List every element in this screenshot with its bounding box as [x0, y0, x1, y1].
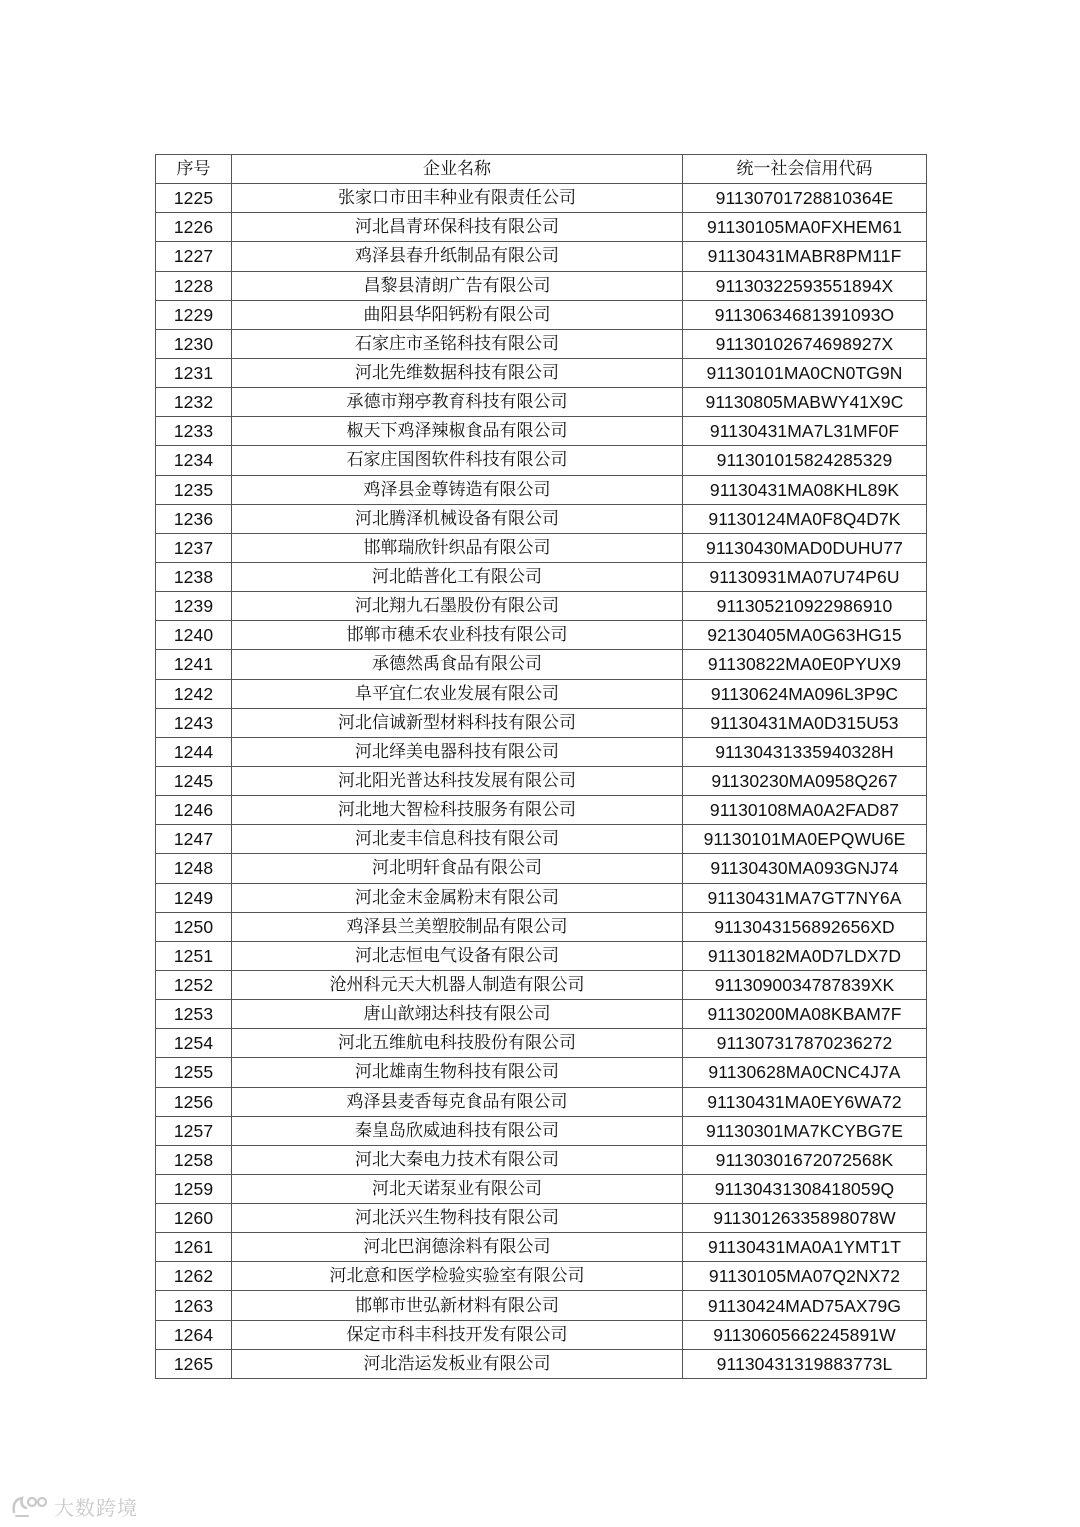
cell-company-name: 河北翔九石墨股份有限公司	[232, 592, 683, 621]
table-row	[156, 1349, 927, 1378]
cell-seq: 1237	[156, 533, 232, 562]
cell-seq: 1240	[156, 621, 232, 650]
table-row	[156, 1233, 927, 1262]
brand-logo-icon	[10, 1492, 50, 1520]
table-row	[156, 213, 927, 242]
cell-seq: 1233	[156, 417, 232, 446]
cell-company-name: 沧州科元天大机器人制造有限公司	[232, 970, 683, 999]
cell-company-name: 鸡泽县金尊铸造有限公司	[232, 475, 683, 504]
cell-credit-code: 91130430MA093GNJ74	[683, 854, 927, 883]
table-row	[156, 1291, 927, 1320]
cell-seq: 1248	[156, 854, 232, 883]
cell-seq: 1234	[156, 446, 232, 475]
cell-seq: 1232	[156, 388, 232, 417]
cell-seq: 1244	[156, 737, 232, 766]
cell-seq: 1265	[156, 1349, 232, 1378]
cell-company-name: 秦皇岛欣威迪科技有限公司	[232, 1116, 683, 1145]
cell-credit-code: 91130101MA0EPQWU6E	[683, 825, 927, 854]
cell-credit-code: 91130431308418059Q	[683, 1174, 927, 1203]
cell-credit-code: 91130200MA08KBAM7F	[683, 1000, 927, 1029]
cell-company-name: 河北先维数据科技有限公司	[232, 358, 683, 387]
table-row	[156, 1174, 927, 1203]
cell-credit-code: 91130431335940328H	[683, 737, 927, 766]
cell-seq: 1256	[156, 1087, 232, 1116]
cell-company-name: 河北巴润德涂料有限公司	[232, 1233, 683, 1262]
table-row	[156, 1204, 927, 1233]
cell-company-name: 唐山歆翊达科技有限公司	[232, 1000, 683, 1029]
table-row	[156, 475, 927, 504]
cell-company-name: 河北金末金属粉末有限公司	[232, 883, 683, 912]
table-row	[156, 358, 927, 387]
cell-seq: 1262	[156, 1262, 232, 1291]
cell-credit-code: 91130431MA08KHL89K	[683, 475, 927, 504]
cell-company-name: 石家庄市圣铭科技有限公司	[232, 329, 683, 358]
table-row	[156, 941, 927, 970]
table-row	[156, 242, 927, 271]
cell-credit-code: 91130301672072568K	[683, 1145, 927, 1174]
cell-seq: 1261	[156, 1233, 232, 1262]
cell-company-name: 河北信诚新型材料科技有限公司	[232, 708, 683, 737]
cell-company-name: 曲阳县华阳钙粉有限公司	[232, 300, 683, 329]
cell-company-name: 石家庄国图软件科技有限公司	[232, 446, 683, 475]
cell-seq: 1238	[156, 562, 232, 591]
cell-seq: 1239	[156, 592, 232, 621]
table-row	[156, 1116, 927, 1145]
table-row	[156, 562, 927, 591]
watermark-text: 大数跨境	[54, 1495, 138, 1520]
cell-seq: 1251	[156, 941, 232, 970]
cell-seq: 1254	[156, 1029, 232, 1058]
cell-seq: 1246	[156, 796, 232, 825]
cell-company-name: 昌黎县清朗广告有限公司	[232, 271, 683, 300]
table-row	[156, 184, 927, 213]
cell-credit-code: 91130431MA7L31MF0F	[683, 417, 927, 446]
table-row	[156, 883, 927, 912]
table-row	[156, 796, 927, 825]
company-table	[155, 154, 927, 1379]
cell-seq: 1257	[156, 1116, 232, 1145]
cell-credit-code: 91130624MA096L3P9C	[683, 679, 927, 708]
cell-seq: 1228	[156, 271, 232, 300]
cell-seq: 1247	[156, 825, 232, 854]
table-row	[156, 417, 927, 446]
cell-company-name: 河北昌青环保科技有限公司	[232, 213, 683, 242]
cell-company-name: 邯郸市穗禾农业科技有限公司	[232, 621, 683, 650]
cell-company-name: 椒天下鸡泽辣椒食品有限公司	[232, 417, 683, 446]
watermark	[10, 1490, 138, 1522]
table-row	[156, 766, 927, 795]
cell-company-name: 河北绎美电器科技有限公司	[232, 737, 683, 766]
cell-credit-code: 91130301MA7KCYBG7E	[683, 1116, 927, 1145]
cell-seq: 1255	[156, 1058, 232, 1087]
cell-seq: 1225	[156, 184, 232, 213]
cell-seq: 1231	[156, 358, 232, 387]
table-row	[156, 679, 927, 708]
cell-credit-code: 9113043156892656XD	[683, 912, 927, 941]
cell-seq: 1263	[156, 1291, 232, 1320]
table-row	[156, 912, 927, 941]
cell-company-name: 鸡泽县兰美塑胶制品有限公司	[232, 912, 683, 941]
cell-credit-code: 91130431MA0A1YMT1T	[683, 1233, 927, 1262]
table-row	[156, 446, 927, 475]
cell-company-name: 河北雄南生物科技有限公司	[232, 1058, 683, 1087]
cell-seq: 1235	[156, 475, 232, 504]
cell-credit-code: 91130605662245891W	[683, 1320, 927, 1349]
cell-seq: 1245	[156, 766, 232, 795]
cell-company-name: 邯郸瑞欣针织品有限公司	[232, 533, 683, 562]
table-row	[156, 650, 927, 679]
cell-seq: 1253	[156, 1000, 232, 1029]
cell-credit-code: 91130102674698927X	[683, 329, 927, 358]
cell-credit-code: 91130101MA0CN0TG9N	[683, 358, 927, 387]
table-row	[156, 825, 927, 854]
table-row	[156, 621, 927, 650]
cell-credit-code: 91130805MABWY41X9C	[683, 388, 927, 417]
cell-company-name: 河北浩运发板业有限公司	[232, 1349, 683, 1378]
cell-company-name: 河北五维航电科技股份有限公司	[232, 1029, 683, 1058]
cell-credit-code: 91130105MA07Q2NX72	[683, 1262, 927, 1291]
cell-company-name: 河北阳光普达科技发展有限公司	[232, 766, 683, 795]
table-row	[156, 533, 927, 562]
cell-credit-code: 91130105MA0FXHEM61	[683, 213, 927, 242]
table-row	[156, 504, 927, 533]
table-row	[156, 970, 927, 999]
table-row	[156, 737, 927, 766]
cell-seq: 1243	[156, 708, 232, 737]
cell-company-name: 河北沃兴生物科技有限公司	[232, 1204, 683, 1233]
table-row	[156, 592, 927, 621]
cell-seq: 1252	[156, 970, 232, 999]
cell-company-name: 河北大秦电力技术有限公司	[232, 1145, 683, 1174]
cell-seq: 1264	[156, 1320, 232, 1349]
cell-credit-code: 911305210922986910	[683, 592, 927, 621]
cell-company-name: 河北腾泽机械设备有限公司	[232, 504, 683, 533]
table-row	[156, 1262, 927, 1291]
cell-seq: 1236	[156, 504, 232, 533]
cell-seq: 1241	[156, 650, 232, 679]
cell-seq: 1242	[156, 679, 232, 708]
cell-credit-code: 91130322593551894X	[683, 271, 927, 300]
table-row	[156, 1058, 927, 1087]
cell-credit-code: 91130931MA07U74P6U	[683, 562, 927, 591]
table-row	[156, 388, 927, 417]
cell-credit-code: 911307317870236272	[683, 1029, 927, 1058]
cell-credit-code: 91130424MAD75AX79G	[683, 1291, 927, 1320]
table-row	[156, 1029, 927, 1058]
cell-company-name: 阜平宜仁农业发展有限公司	[232, 679, 683, 708]
cell-company-name: 承德市翔亭教育科技有限公司	[232, 388, 683, 417]
table-row	[156, 300, 927, 329]
cell-company-name: 河北意和医学检验实验室有限公司	[232, 1262, 683, 1291]
header-credit-code: 统一社会信用代码	[683, 155, 927, 184]
cell-credit-code: 91130822MA0E0PYUX9	[683, 650, 927, 679]
cell-credit-code: 91130126335898078W	[683, 1204, 927, 1233]
cell-credit-code: 91130182MA0D7LDX7D	[683, 941, 927, 970]
cell-credit-code: 91130634681391093O	[683, 300, 927, 329]
cell-company-name: 河北麦丰信息科技有限公司	[232, 825, 683, 854]
cell-credit-code: 91130628MA0CNC4J7A	[683, 1058, 927, 1087]
table-row	[156, 1145, 927, 1174]
cell-credit-code: 92130405MA0G63HG15	[683, 621, 927, 650]
cell-credit-code: 911301015824285329	[683, 446, 927, 475]
cell-credit-code: 9113090034787839XK	[683, 970, 927, 999]
cell-credit-code: 91130124MA0F8Q4D7K	[683, 504, 927, 533]
cell-credit-code: 91130108MA0A2FAD87	[683, 796, 927, 825]
cell-credit-code: 91130431MA0EY6WA72	[683, 1087, 927, 1116]
cell-company-name: 河北明轩食品有限公司	[232, 854, 683, 883]
cell-credit-code: 91130431MABR8PM11F	[683, 242, 927, 271]
cell-company-name: 邯郸市世弘新材料有限公司	[232, 1291, 683, 1320]
cell-credit-code: 91130431MA7GT7NY6A	[683, 883, 927, 912]
company-table-container	[155, 154, 926, 1379]
cell-company-name: 河北志恒电气设备有限公司	[232, 941, 683, 970]
table-row	[156, 1087, 927, 1116]
header-company-name: 企业名称	[232, 155, 683, 184]
cell-seq: 1250	[156, 912, 232, 941]
cell-credit-code: 91130430MAD0DUHU77	[683, 533, 927, 562]
table-row	[156, 271, 927, 300]
cell-credit-code: 91130230MA0958Q267	[683, 766, 927, 795]
cell-credit-code: 91130701728810364E	[683, 184, 927, 213]
cell-seq: 1259	[156, 1174, 232, 1203]
table-row	[156, 854, 927, 883]
cell-company-name: 河北天诺泵业有限公司	[232, 1174, 683, 1203]
cell-seq: 1227	[156, 242, 232, 271]
table-row	[156, 1000, 927, 1029]
header-seq: 序号	[156, 155, 232, 184]
cell-company-name: 鸡泽县麦香每克食品有限公司	[232, 1087, 683, 1116]
cell-company-name: 河北皓普化工有限公司	[232, 562, 683, 591]
cell-seq: 1260	[156, 1204, 232, 1233]
cell-seq: 1229	[156, 300, 232, 329]
cell-company-name: 张家口市田丰种业有限责任公司	[232, 184, 683, 213]
cell-company-name: 鸡泽县春升纸制品有限公司	[232, 242, 683, 271]
cell-credit-code: 91130431319883773L	[683, 1349, 927, 1378]
table-row	[156, 1320, 927, 1349]
cell-seq: 1226	[156, 213, 232, 242]
table-row	[156, 708, 927, 737]
cell-seq: 1230	[156, 329, 232, 358]
cell-seq: 1258	[156, 1145, 232, 1174]
cell-company-name: 承德然禹食品有限公司	[232, 650, 683, 679]
cell-seq: 1249	[156, 883, 232, 912]
table-header-row	[156, 155, 927, 184]
table-row	[156, 329, 927, 358]
cell-company-name: 保定市科丰科技开发有限公司	[232, 1320, 683, 1349]
cell-company-name: 河北地大智检科技服务有限公司	[232, 796, 683, 825]
cell-credit-code: 91130431MA0D315U53	[683, 708, 927, 737]
